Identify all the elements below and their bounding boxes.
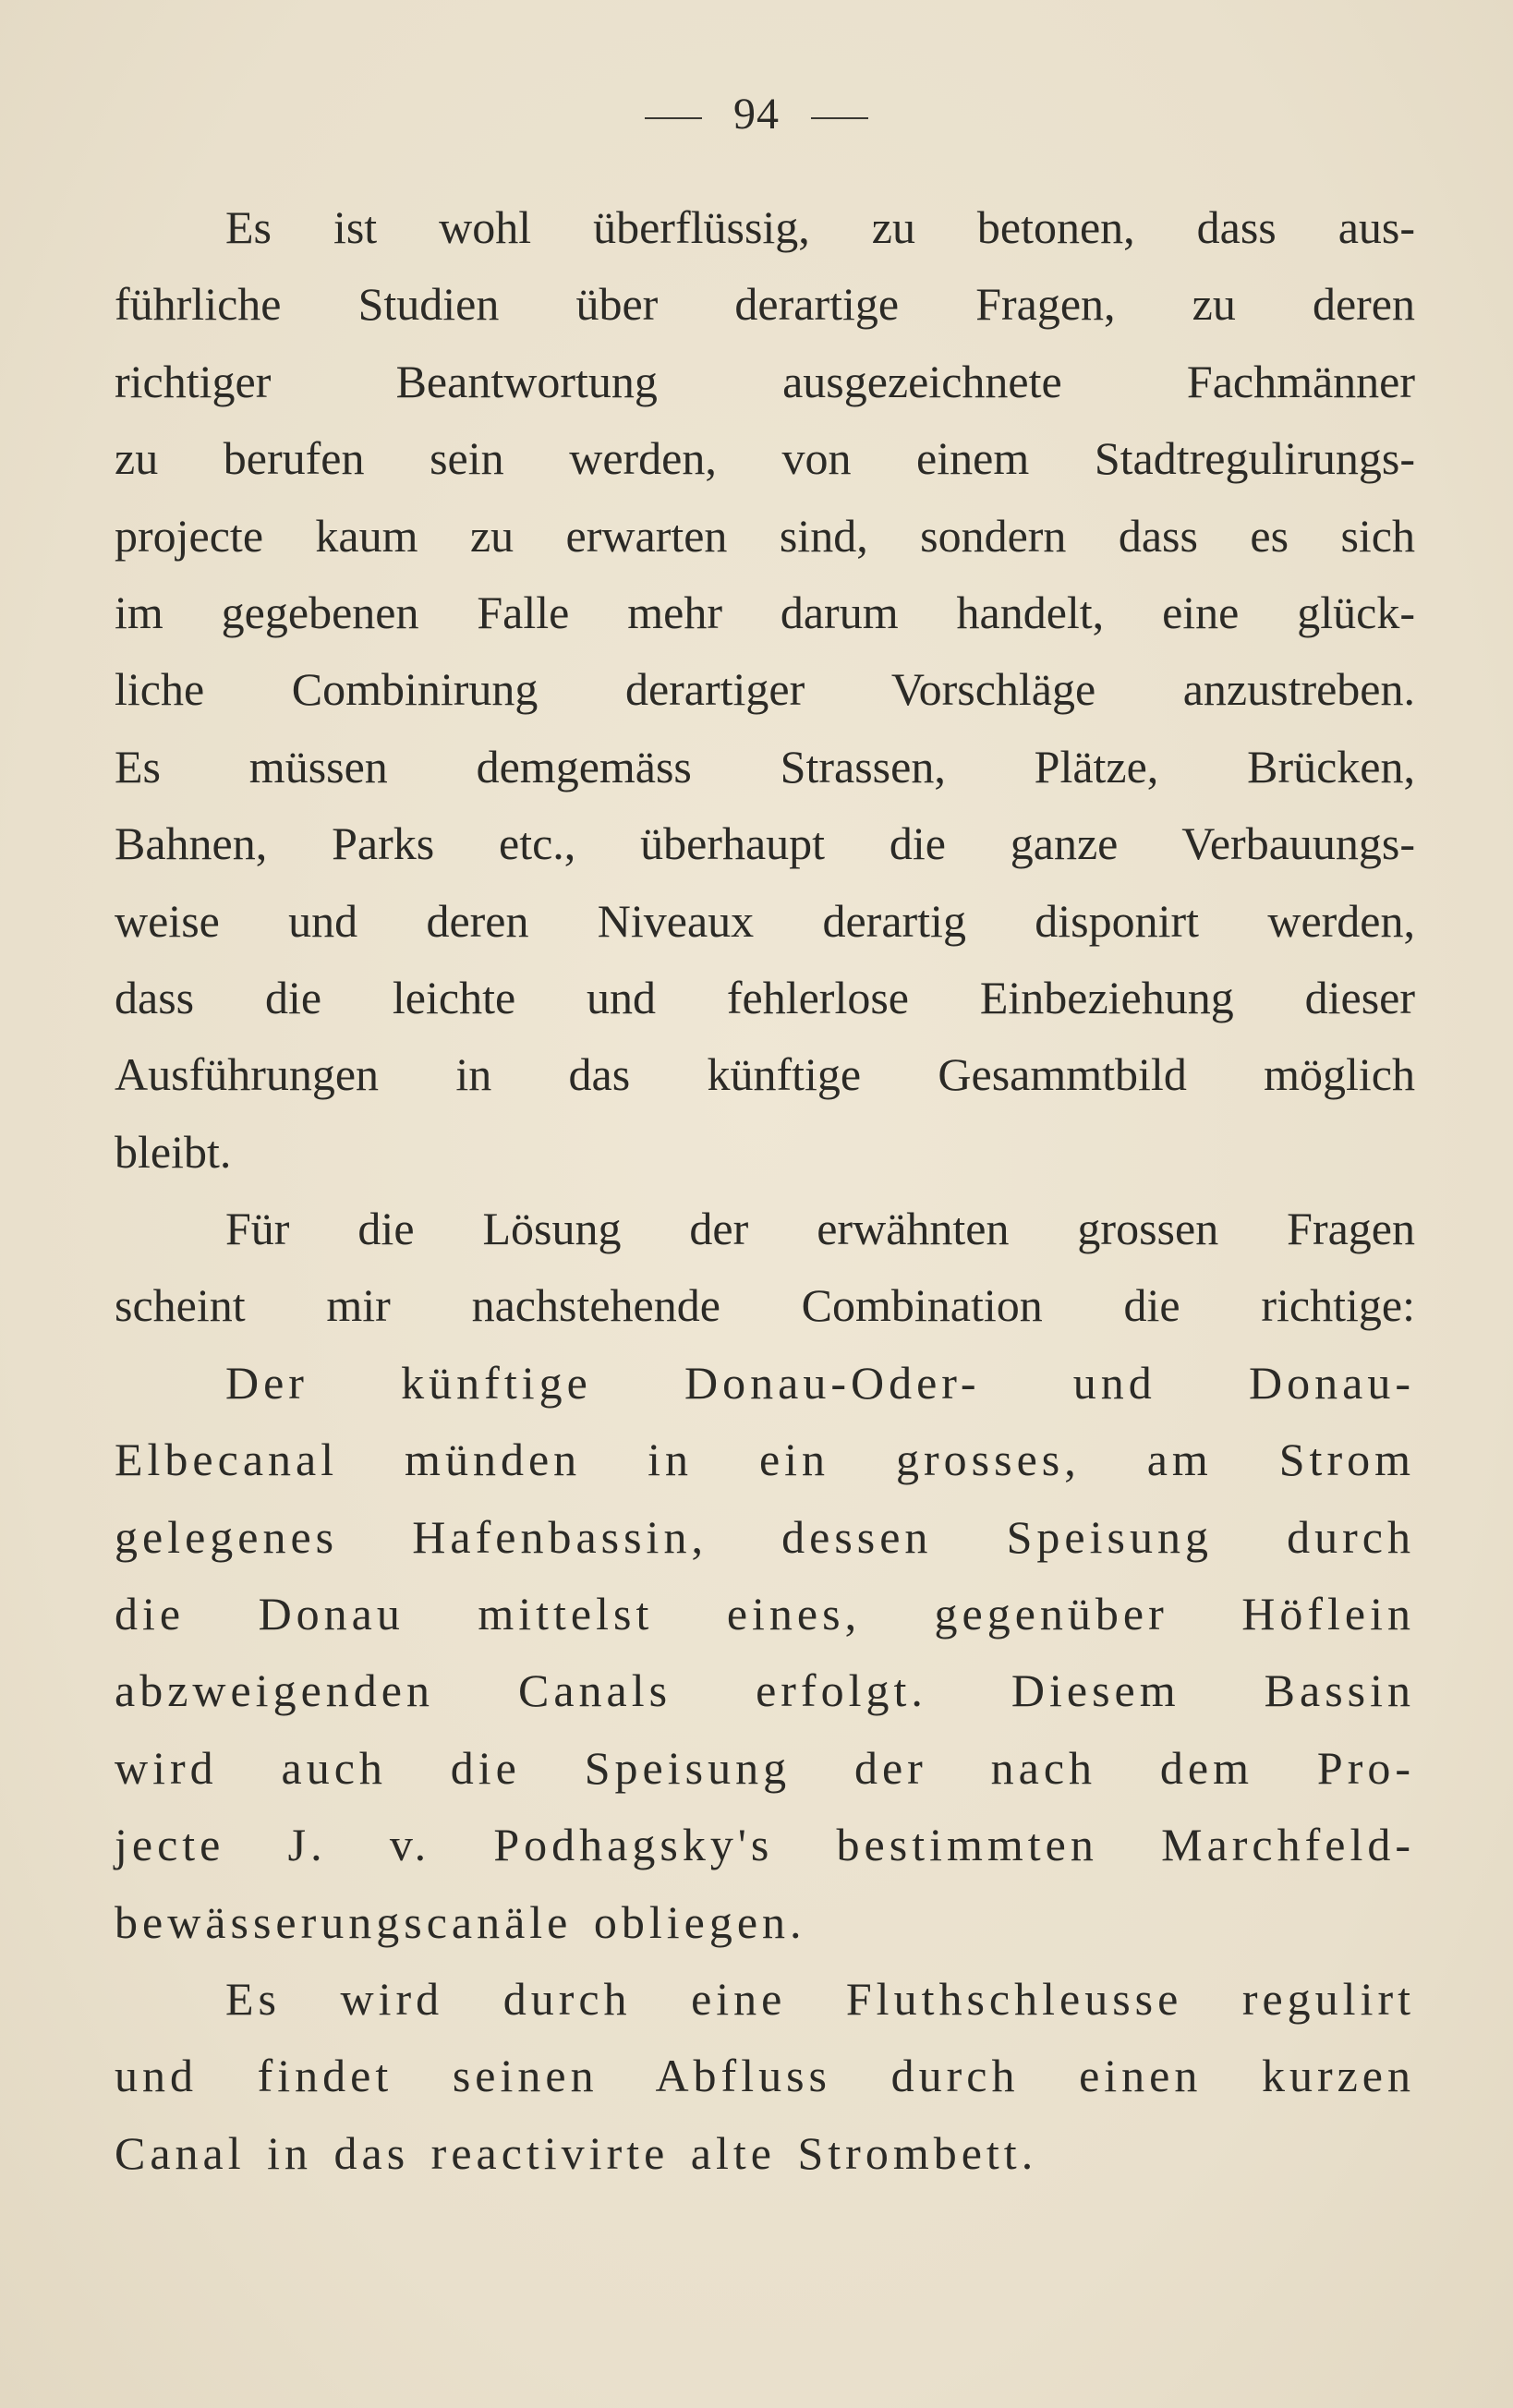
text-line: Für die Lösung der erwähnten grossen Fragen — [225, 1203, 1415, 1255]
text-line: bleibt. — [115, 1125, 232, 1178]
text-line: dass die leichte und fehlerlose Einbeziehung dieser — [115, 971, 1415, 1023]
text-line: bewässerungscanäle obliegen. — [115, 1895, 806, 1948]
text-line: Es müssen demgemäss Strassen, Plätze, Brücken, — [115, 740, 1415, 793]
page-number-header — [0, 89, 1513, 139]
text-line: scheint mir nachstehende Combination die richtige: — [115, 1279, 1415, 1332]
page-number: 94 — [733, 90, 780, 139]
text-line: weise und deren Niveaux derartig disponirt werden, — [115, 894, 1415, 947]
text-line: projecte kaum zu erwarten sind, sondern dass es sich — [115, 509, 1415, 562]
text-line: führliche Studien über derartige Fragen, zu deren — [115, 278, 1415, 331]
text-line: wird auch die Speisung der nach dem Pro- — [115, 1741, 1415, 1794]
paragraph — [115, 189, 1415, 1191]
text-line: Es wird durch eine Fluthschleusse regulirt — [225, 1972, 1415, 2025]
text-line: Bahnen, Parks etc., überhaupt die ganze Verbauungs- — [115, 817, 1415, 870]
text-line: liche Combinirung derartiger Vorschläge anzustreben. — [115, 663, 1415, 716]
text-line: abzweigenden Canals erfolgt. Diesem Bassin — [115, 1664, 1415, 1717]
text-line: im gegebenen Falle mehr darum handelt, eine glück- — [115, 586, 1415, 638]
text-line: Ausführungen in das künftige Gesammtbild möglich — [115, 1048, 1415, 1101]
text-line: zu berufen sein werden, von einem Stadtregulirungs- — [115, 432, 1415, 485]
text-line: und findet seinen Abfluss durch einen kurzen — [115, 2050, 1415, 2102]
right-dash — [811, 117, 868, 119]
text-line: jecte J. v. Podhagsky's bestimmten Marchfeld- — [115, 1819, 1415, 1871]
paragraph-spaced — [115, 1345, 1415, 1961]
paragraph-spaced — [115, 1961, 1415, 2192]
paragraph — [115, 1191, 1415, 1345]
text-line: gelegenes Hafenbassin, dessen Speisung durch — [115, 1510, 1415, 1563]
text-line: Der künftige Donau-Oder- und Donau- — [225, 1356, 1415, 1409]
text-line: Canal in das reactivirte alte Strombett. — [115, 2126, 1038, 2179]
body-text — [115, 189, 1415, 2192]
text-line: Es ist wohl überflüssig, zu betonen, dass aus- — [225, 201, 1415, 253]
text-line: richtiger Beantwortung ausgezeichnete Fachmänner — [115, 355, 1415, 407]
text-line: die Donau mittelst eines, gegenüber Höflein — [115, 1588, 1415, 1640]
text-line: Elbecanal münden in ein grosses, am Strom — [115, 1434, 1415, 1486]
left-dash — [645, 117, 702, 119]
